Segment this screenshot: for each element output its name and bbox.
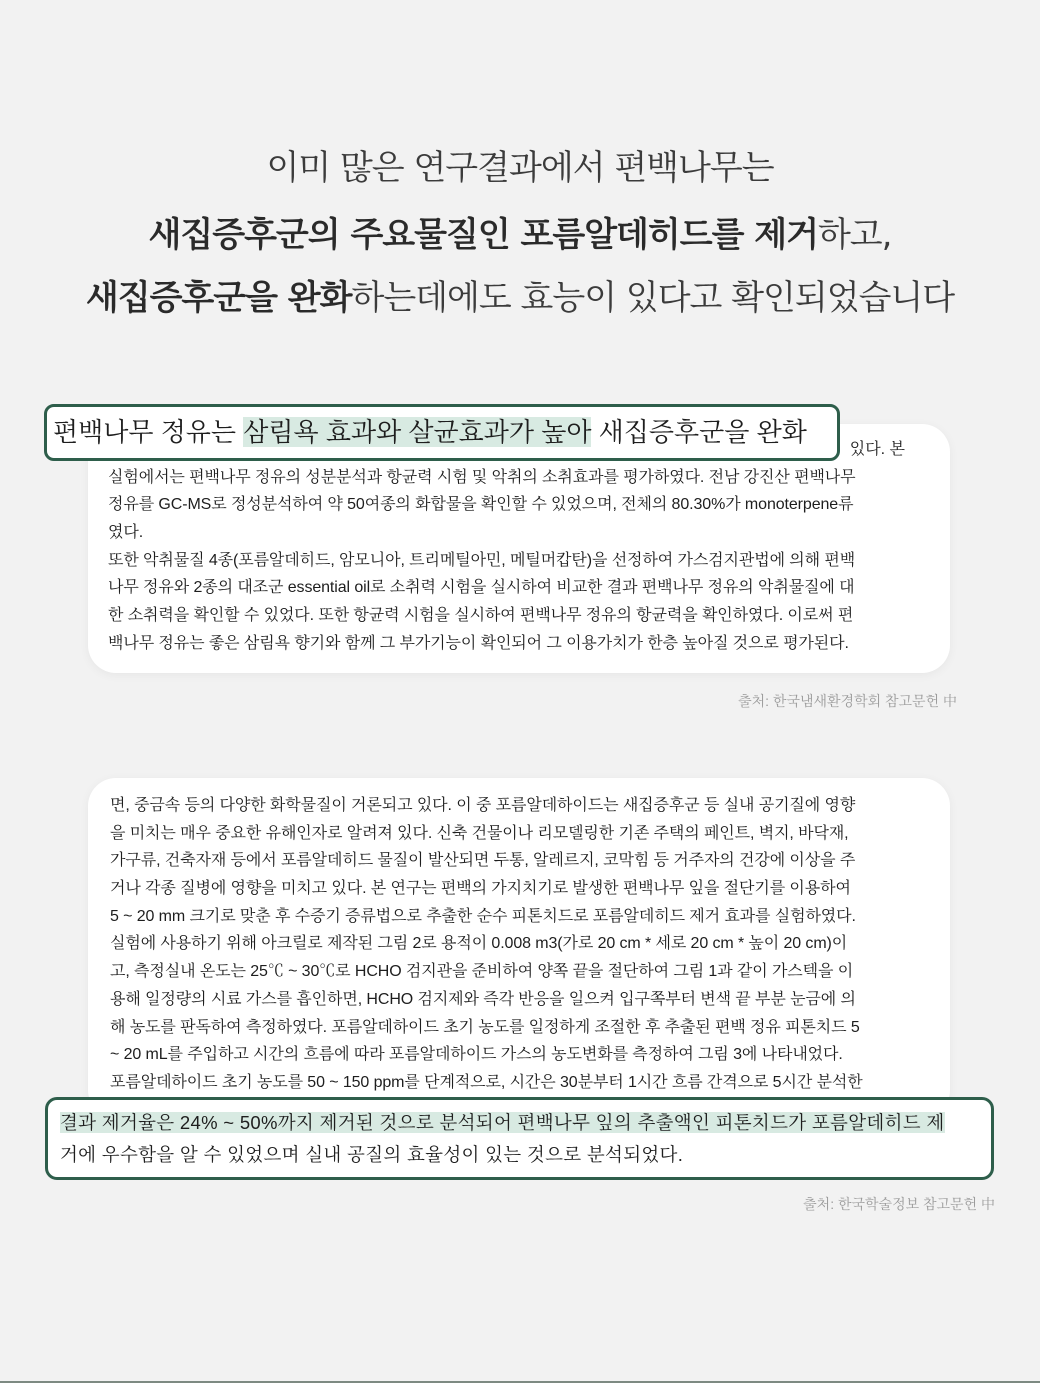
excerpt-line: 가구류, 건축자재 등에서 포름알데히드 물질이 발산되면 두통, 알레르지, 코막힘 등 거주자의 건강에 이상을 주 [110, 852, 856, 870]
source-caption-2: 출처: 한국학술정보 참고문헌 中 [803, 1196, 995, 1212]
excerpt-line: 을 미치는 매우 중요한 유해인자로 알려져 있다. 신축 건물이나 리모델링한 기존 주택의 페인트, 벽지, 바닥재, [110, 824, 849, 842]
excerpt-line: 면, 중금속 등의 다양한 화학물질이 거론되고 있다. 이 중 포름알데하이드는 새집증후군 등 실내 공기질에 영향 [110, 797, 856, 814]
excerpt-line: 포름알데하이드 초기 농도를 50 ~ 150 ppm를 단계적으로, 시간은 30분부터 1시간 흐름 간격으로 5시간 분석한 [110, 1073, 863, 1091]
excerpt-line: 또한 악취물질 4종(포름알데히드, 암모니아, 트리메틸아민, 메틸머캅탄)을 선정하여 가스검지관법에 의해 편백 [108, 551, 856, 569]
excerpt-line: 백나무 정유는 좋은 삼림욕 향기와 함께 그 부가기능이 확인되어 그 이용가치가 한층 높아질 것으로 평가된다. [108, 634, 849, 652]
excerpt-line: 정유를 GC-MS로 정성분석하여 약 50여종의 화합물을 확인할 수 있었으며, 전체의 80.30%가 monoterpene류 [108, 496, 854, 514]
excerpt-1-first-line-tail: 있다. 본 [849, 441, 905, 458]
highlight-box-line-2: 거에 우수함을 알 수 있었으며 실내 공질의 효율성이 있는 것으로 분석되었다. [60, 1144, 684, 1165]
highlight-pre: 편백나무 정유는 [53, 417, 244, 447]
heading-line-1 [0, 146, 1040, 190]
heading-line-2 [0, 213, 1040, 257]
highlight-mark: 결과 제거율은 24% ~ 50%까지 제거된 것으로 분석되어 편백나무 잎의 추출액인 피톤치드가 포름알데히드 제 [60, 1112, 945, 1133]
excerpt-line: 용해 일정량의 시료 가스를 흡인하면, HCHO 검지제와 즉각 반응을 일으켜 입구쪽부터 변색 끝 부분 눈금에 의 [110, 990, 856, 1008]
excerpt-line: 해 농도를 판독하여 측정하였다. 포름알데하이드 초기 농도를 일정하게 조절한 후 추출된 편백 정유 피톤치드 5 [110, 1018, 860, 1036]
excerpt-card-1 [88, 424, 950, 673]
excerpt-line: 였다. [108, 524, 144, 542]
heading-line-3 [0, 276, 1040, 320]
heading-line-3-rest: 하는데에도 효능이 있다고 확인되었습니다 [351, 278, 955, 318]
excerpt-line: 거나 각종 질병에 영향을 미치고 있다. 본 연구는 편백의 가지치기로 발생한 편백나무 잎을 절단기를 이용하여 [110, 880, 851, 898]
excerpt-line: 한 소취력을 확인할 수 있었다. 또한 항균력 시험을 실시하여 편백나무 정유의 항균력을 확인하였다. 이로써 편 [108, 607, 854, 625]
heading-line-2-rest: 하고, [817, 215, 892, 255]
heading-line-3-bold: 새집증후군을 완화 [85, 278, 352, 318]
excerpt-line: 실험에 사용하기 위해 아크릴로 제작된 그림 2로 용적이 0.008 m3(가로 20 cm * 세로 20 cm * 높이 20 cm)이 [110, 935, 848, 953]
excerpt-2-lines [88, 792, 950, 1097]
excerpt-line: 나무 정유와 2종의 대조군 essential oil로 소취력 시험을 실시하여 비교한 결과 편백나무 정유의 악취물질에 대 [108, 579, 855, 597]
highlight-mark: 삼림욕 효과와 살균효과가 높아 [243, 417, 592, 447]
excerpt-1-highlight-bar [44, 404, 840, 461]
highlight-post: 새집증후군을 완화 [591, 417, 807, 447]
excerpt-line: 실험에서는 편백나무 정유의 성분분석과 항균력 시험 및 악취의 소취효과를 평가하였다. 전남 강진산 편백나무 [108, 468, 856, 486]
highlight-box-line-1 [60, 1107, 945, 1139]
excerpt-line: 고, 측정실내 온도는 25℃ ~ 30℃로 HCHO 검지관을 준비하여 양쪽 끝을 절단하여 그림 1과 같이 가스텍을 이 [110, 963, 854, 981]
excerpt-card-2 [88, 778, 950, 1118]
excerpt-1-lines [88, 464, 950, 658]
heading-line-2-bold: 새집증후군의 주요물질인 포름알데히드를 제거 [148, 215, 818, 255]
excerpt-2-highlight-box [45, 1097, 994, 1180]
heading-line-1-text: 이미 많은 연구결과에서 편백나무는 [266, 148, 774, 188]
excerpt-line: ~ 20 mL를 주입하고 시간의 흐름에 따라 포름알데하이드 가스의 농도변화를 측정하여 그림 3에 나타내었다. [110, 1046, 843, 1064]
excerpt-line: 5 ~ 20 mm 크기로 맞춘 후 수증기 증류법으로 추출한 순수 피톤치드로 포름알데히드 제거 효과를 실험하였다. [110, 907, 856, 925]
source-caption-1: 출처: 한국냄새환경학회 참고문헌 中 [738, 693, 957, 709]
